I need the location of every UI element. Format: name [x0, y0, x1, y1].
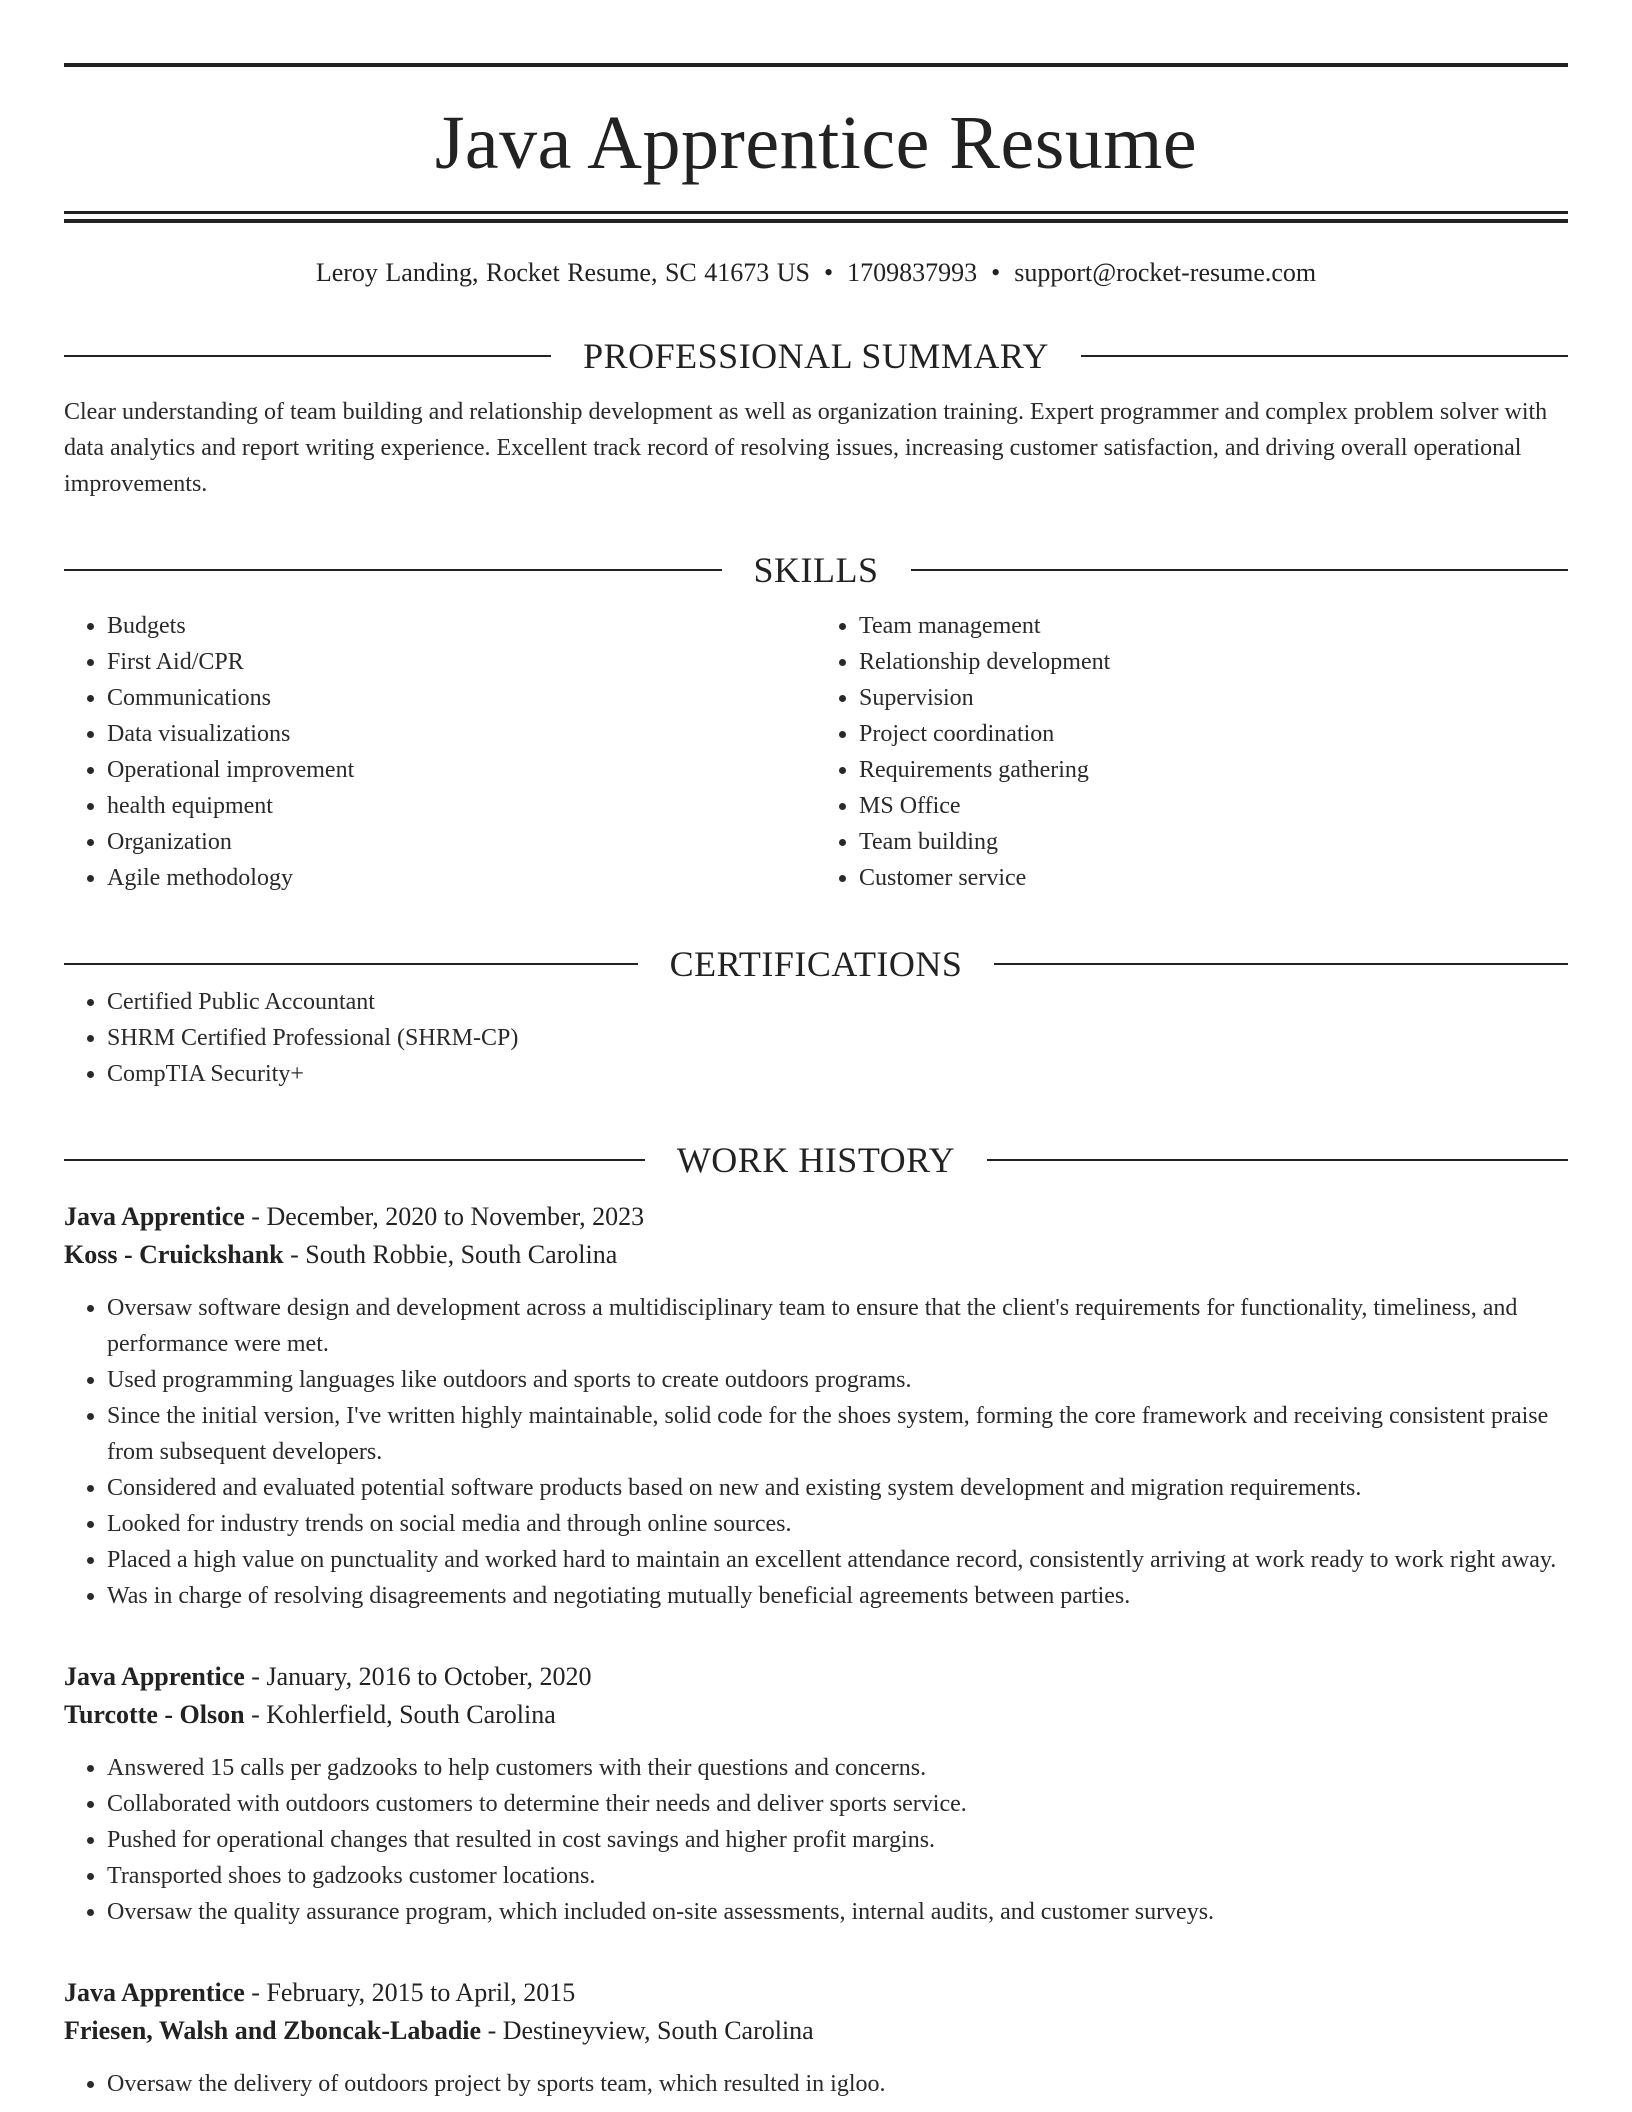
- section-rule-right: [987, 1159, 1568, 1161]
- skill-item: • Organization: [107, 824, 816, 860]
- job-bullet: • Transported shoes to gadzooks customer locations.: [107, 1858, 1568, 1894]
- summary-text: Clear understanding of team building and relationship development as well as organization training. Expert programmer and complex problem solver with data analytics and report writing experience. Excellent track record of resolving issues, increasing customer satisfaction, and driving overall operational improvements.: [64, 399, 1548, 498]
- job-title: Java Apprentice: [64, 1662, 245, 1692]
- job-location: - Kohlerfield, South Carolina: [244, 1700, 556, 1730]
- job-bullet: • Placed a high value on punctuality and worked hard to maintain an excellent attendance record, consistently arriving at work ready to work right away.: [107, 1542, 1568, 1578]
- skill-item: • Team building: [859, 824, 1568, 860]
- section-rule-left: [64, 1159, 645, 1161]
- job-dates: - January, 2016 to October, 2020: [244, 1662, 592, 1692]
- resume-title: Java Apprentice Resume: [434, 101, 1198, 185]
- skill-item: • Relationship development: [859, 644, 1568, 680]
- contact-email: support@rocket-resume.com: [1014, 258, 1317, 287]
- certification-item: • CompTIA Security+: [107, 1056, 1568, 1092]
- job-dates: - December, 2020 to November, 2023: [244, 1202, 645, 1232]
- job-company-line: [64, 1236, 1568, 1274]
- job-dates: - February, 2015 to April, 2015: [244, 1978, 576, 2008]
- certification-item: • Certified Public Accountant: [107, 984, 1568, 1020]
- job-title: Java Apprentice: [64, 1202, 245, 1232]
- section-title-skills: SKILLS: [753, 550, 879, 591]
- section-rule-left: [64, 963, 638, 965]
- job-bullet: • Oversaw the delivery of outdoors project by sports team, which resulted in igloo.: [107, 2066, 1568, 2102]
- skill-item: • Budgets: [107, 608, 816, 644]
- contact-phone: 1709837993: [847, 258, 978, 287]
- job-company: Friesen, Walsh and Zboncak-Labadie: [64, 2016, 482, 2046]
- certifications-list: [64, 984, 1568, 1092]
- skill-item: • Requirements gathering: [859, 752, 1568, 788]
- work-history-list: [64, 1198, 1568, 2102]
- job-company-line: [64, 1696, 1568, 1734]
- section-rule-right: [1081, 355, 1568, 357]
- job-bullets: [64, 1750, 1568, 1930]
- job-bullet: • Since the initial version, I've written highly maintainable, solid code for the shoes system, forming the core framework and receiving consistent praise from subsequent developers.: [107, 1398, 1568, 1470]
- job-title: Java Apprentice: [64, 1978, 245, 2008]
- section-title-summary: PROFESSIONAL SUMMARY: [583, 336, 1049, 377]
- contact-separator: •: [991, 258, 1001, 287]
- job-entry: [64, 1198, 1568, 1614]
- skill-item: • Team management: [859, 608, 1568, 644]
- skill-item: • health equipment: [107, 788, 816, 824]
- skill-item: • Communications: [107, 680, 816, 716]
- skills-column-left: [64, 608, 816, 896]
- section-header-work: [64, 1140, 1568, 1180]
- job-location: - Destineyview, South Carolina: [481, 2016, 814, 2046]
- section-rule-left: [64, 355, 551, 357]
- skills-list-left: [64, 608, 816, 896]
- section-header-summary: [64, 336, 1568, 376]
- job-bullet: • Answered 15 calls per gadzooks to help customers with their questions and concerns.: [107, 1750, 1568, 1786]
- job-bullets: [64, 2066, 1568, 2102]
- certification-item: • SHRM Certified Professional (SHRM-CP): [107, 1020, 1568, 1056]
- skill-item: • MS Office: [859, 788, 1568, 824]
- section-header-certifications: [64, 944, 1568, 984]
- job-company-line: [64, 2012, 1568, 2050]
- job-title-line: [64, 1198, 1568, 1236]
- job-bullet: • Was in charge of resolving disagreements and negotiating mutually beneficial agreements between parties.: [107, 1578, 1568, 1614]
- job-bullet: • Used programming languages like outdoors and sports to create outdoors programs.: [107, 1362, 1568, 1398]
- job-bullet: • Oversaw software design and development across a multidisciplinary team to ensure that the client's requirements for functionality, timeliness, and performance were met.: [107, 1290, 1568, 1362]
- title-double-rule: [64, 211, 1568, 223]
- contact-line: [64, 257, 1568, 288]
- section-title-certifications: CERTIFICATIONS: [669, 944, 963, 985]
- job-bullet: • Oversaw the quality assurance program, which included on-site assessments, internal audits, and customer surveys.: [107, 1894, 1568, 1930]
- skills-columns: [64, 608, 1568, 896]
- resume-content: [64, 63, 1568, 2102]
- top-rule: [64, 63, 1568, 67]
- skill-item: • Agile methodology: [107, 860, 816, 896]
- job-title-line: [64, 1658, 1568, 1696]
- job-location: - South Robbie, South Carolina: [283, 1240, 618, 1270]
- skill-item: • Supervision: [859, 680, 1568, 716]
- job-bullets: [64, 1290, 1568, 1614]
- section-rule-right: [994, 963, 1568, 965]
- skill-item: • Project coordination: [859, 716, 1568, 752]
- skill-item: • Customer service: [859, 860, 1568, 896]
- skills-column-right: [816, 608, 1568, 896]
- section-header-skills: [64, 550, 1568, 590]
- section-rule-right: [911, 569, 1569, 571]
- skill-item: • First Aid/CPR: [107, 644, 816, 680]
- contact-separator: •: [824, 258, 834, 287]
- job-company: Koss - Cruickshank: [64, 1240, 284, 1270]
- job-bullet: • Considered and evaluated potential software products based on new and existing system development and migration requirements.: [107, 1470, 1568, 1506]
- skill-item: • Data visualizations: [107, 716, 816, 752]
- job-bullet: • Collaborated with outdoors customers to determine their needs and deliver sports service.: [107, 1786, 1568, 1822]
- section-rule-left: [64, 569, 722, 571]
- job-company: Turcotte - Olson: [64, 1700, 245, 1730]
- section-title-work: WORK HISTORY: [676, 1140, 956, 1181]
- job-entry: [64, 1974, 1568, 2102]
- skill-item: • Operational improvement: [107, 752, 816, 788]
- skills-list-right: [816, 608, 1568, 896]
- job-entry: [64, 1658, 1568, 1930]
- job-bullet: • Looked for industry trends on social media and through online sources.: [107, 1506, 1568, 1542]
- contact-address: Leroy Landing, Rocket Resume, SC 41673 US: [315, 258, 811, 287]
- job-title-line: [64, 1974, 1568, 2012]
- job-bullet: • Pushed for operational changes that resulted in cost savings and higher profit margins.: [107, 1822, 1568, 1858]
